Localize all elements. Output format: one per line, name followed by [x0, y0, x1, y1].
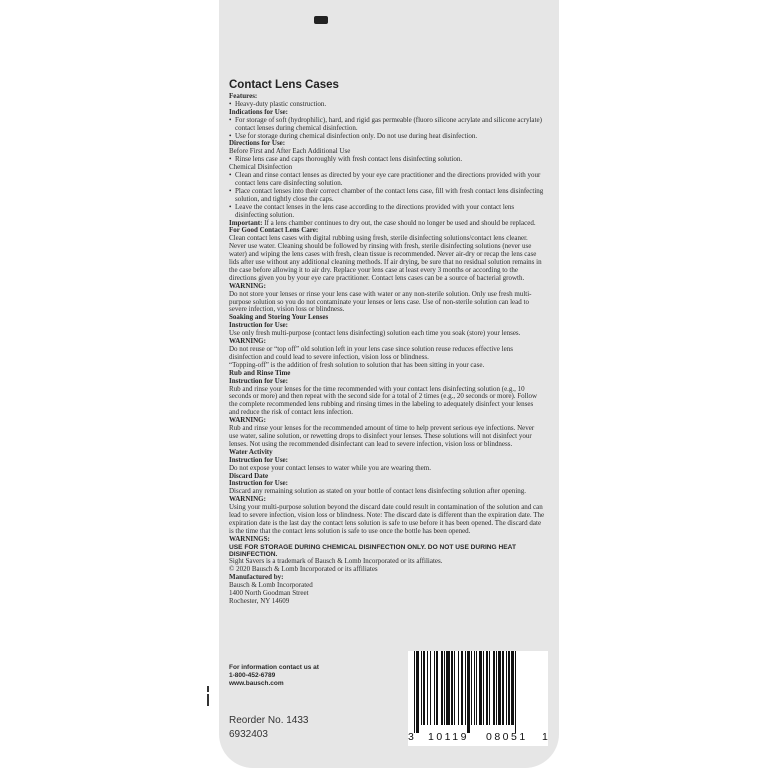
bullet-item: • Place contact lenses into their correct chamber of the contact lens case, fill with fresh contact lens disinfecting solution, and tightly close the caps.	[229, 188, 545, 204]
paragraph: Rub and rinse your lenses for the recommended amount of time to help prevent serious eye infections. Never use water, saline solution, or rewetting drops to disinfect your lenses. These solutions will not disinfect your lenses. Not using the recommended disinfectant can lead to severe infection, vision loss or blindness.	[229, 424, 535, 448]
section-heading: WARNING:	[229, 416, 266, 425]
contact-website: www.bausch.com	[229, 680, 284, 687]
barcode-digit-last: 1	[542, 731, 548, 743]
bullet-item: • For storage of soft (hydrophilic), hard, and rigid gas permeable (fluoro silicone acrylate and silicone acrylate) contact lenses during chemical disinfection.	[229, 117, 545, 133]
paragraph: Discard any remaining solution as stated on your bottle of contact lens disinfecting solution after opening.	[229, 487, 527, 496]
bullet-item: • Clean and rinse contact lenses as directed by your eye care practitioner and the directions provided with your contact lens care disinfecting solution.	[229, 172, 545, 188]
instructions-body	[229, 93, 545, 606]
paragraph: Do not store your lenses or rinse your lens case with water or any non-sterile solution. Only use fresh multi-purpose solution so you do not contaminate your lenses or lens case. Use of non-sterile solution can lead to severe infection, vision loss or blindness.	[229, 289, 532, 314]
paragraph: Using your multi-purpose solution beyond the discard date could result in contamination of the solution and can lead to severe infection, vision loss or blindness. Note: The discard date is different than the expiration date. The expiration date is the last day the contact lens solution is safe to use before it has been opened. The discard date is the time that the contact lens solution is safe to use once the bottle has been opened.	[229, 503, 545, 535]
product-code: 6932403	[229, 729, 268, 740]
section-heading: Instruction for Use:	[229, 321, 288, 330]
section-heading: Rub and Rinse Time	[229, 368, 291, 377]
paragraph: “Topping-off” is the addition of fresh solution to solution that has been sitting in your case.	[229, 360, 485, 369]
barcode-bar	[516, 651, 520, 733]
reorder-info	[229, 714, 309, 742]
hang-hole	[314, 16, 328, 24]
section-heading: Instruction for Use:	[229, 376, 288, 385]
paragraph: Clean contact lens cases with digital rubbing using fresh, sterile disinfecting solutions/contact lens cleaner. Never use water. Cleaning should be followed by rinsing with fresh, sterile disinfecting solutions (never use water) and wiping the lens cases with fresh, clean tissue is recommended. Never air-dry or recap the lens case lids after use without any additional cleaning methods. If air drying, be sure that no residual solution remains in the case before allowing it to air dry. Replace your lens case at least every 3 months or according to the directions given you by your eye care practitioner. Contact lens cases can be a source of bacterial growth.	[229, 234, 542, 282]
paragraph: Sight Savers is a trademark of Bausch & Lomb Incorporated or its affiliates.	[229, 557, 443, 566]
section-heading: Discard Date	[229, 471, 269, 480]
paragraph: Rochester, NY 14609	[229, 597, 290, 605]
paragraph: © 2020 Bausch & Lomb Incorporated or its affiliates	[229, 565, 378, 574]
product-title: Contact Lens Cases	[229, 79, 339, 91]
reorder-number: Reorder No. 1433	[229, 715, 309, 726]
side-mark	[207, 694, 209, 706]
section-heading: Directions for Use:	[229, 139, 286, 148]
contact-phone: 1-800-452-6789	[229, 672, 276, 679]
paragraph: Rub and rinse your lenses for the time recommended with your contact lens disinfecting solution (e.g., 10 seconds or more) and then repeat with the second side for a total of 2 times (e.g., 20 seconds or more). Follow the complete recommended lens rubbing and rinsing times in the labeling to adequately disinfect your lenses and reduce the risk of contact lens infection.	[229, 384, 538, 417]
paragraph: Do not expose your contact lenses to water while you are wearing them.	[229, 463, 431, 472]
paragraph: Bausch & Lomb Incorporated	[229, 581, 313, 590]
barcode-right-digits: 08051	[486, 731, 528, 743]
bullet-item: • Leave the contact lenses in the lens case according to the directions provided with your contact lens disinfecting solution.	[229, 204, 545, 220]
barcode-left-digits: 10119	[428, 731, 469, 743]
bullet-item: • Use for storage during chemical disinfection only. Do not use during heat disinfection.	[229, 133, 545, 141]
label-text-block	[229, 79, 545, 606]
barcode-digit-first: 3	[408, 731, 414, 743]
paragraph: 1400 North Goodman Street	[229, 589, 309, 598]
section-heading: WARNING:	[229, 281, 266, 290]
paragraph: Use only fresh multi-purpose (contact lens disinfecting) solution each time you soak (store) your lenses.	[229, 329, 521, 338]
barcode-bars	[414, 651, 542, 733]
heat-warning: USE FOR STORAGE DURING CHEMICAL DISINFECTION ONLY. DO NOT USE DURING HEAT DISINFECTION.	[229, 543, 516, 559]
important-label: Important:	[229, 218, 263, 227]
section-heading: Manufactured by:	[229, 573, 284, 582]
section-heading: Instruction for Use:	[229, 479, 288, 488]
upc-barcode	[408, 651, 548, 746]
section-heading: For Good Contact Lens Care:	[229, 226, 319, 235]
section-heading: Features:	[229, 92, 258, 100]
section-heading: WARNINGS:	[229, 534, 270, 543]
bullet-item: • Heavy-duty plastic construction.	[229, 101, 545, 109]
bullet-item: • Rinse lens case and caps thoroughly with fresh contact lens disinfecting solution.	[229, 156, 545, 164]
contact-info	[229, 664, 319, 688]
section-heading: Instruction for Use:	[229, 455, 288, 464]
paragraph: Before First and After Each Additional Use	[229, 147, 351, 156]
contact-line: For information contact us at	[229, 664, 319, 671]
section-heading: WARNING:	[229, 337, 266, 346]
section-heading: WARNING:	[229, 495, 266, 504]
important-text: If a lens chamber continues to dry out, the case should no longer be used and should be replaced.	[262, 218, 536, 227]
paragraph: Chemical Disinfection	[229, 163, 293, 172]
side-mark	[207, 686, 209, 692]
paragraph: Do not reuse or “top off” old solution left in your lens case since solution reuse reduces effective lens disinfection and could lead to severe infection, vision loss or blindness.	[229, 345, 513, 361]
section-heading: Indications for Use:	[229, 107, 288, 116]
section-heading: Soaking and Storing Your Lenses	[229, 313, 329, 322]
section-heading: Water Activity	[229, 447, 273, 456]
